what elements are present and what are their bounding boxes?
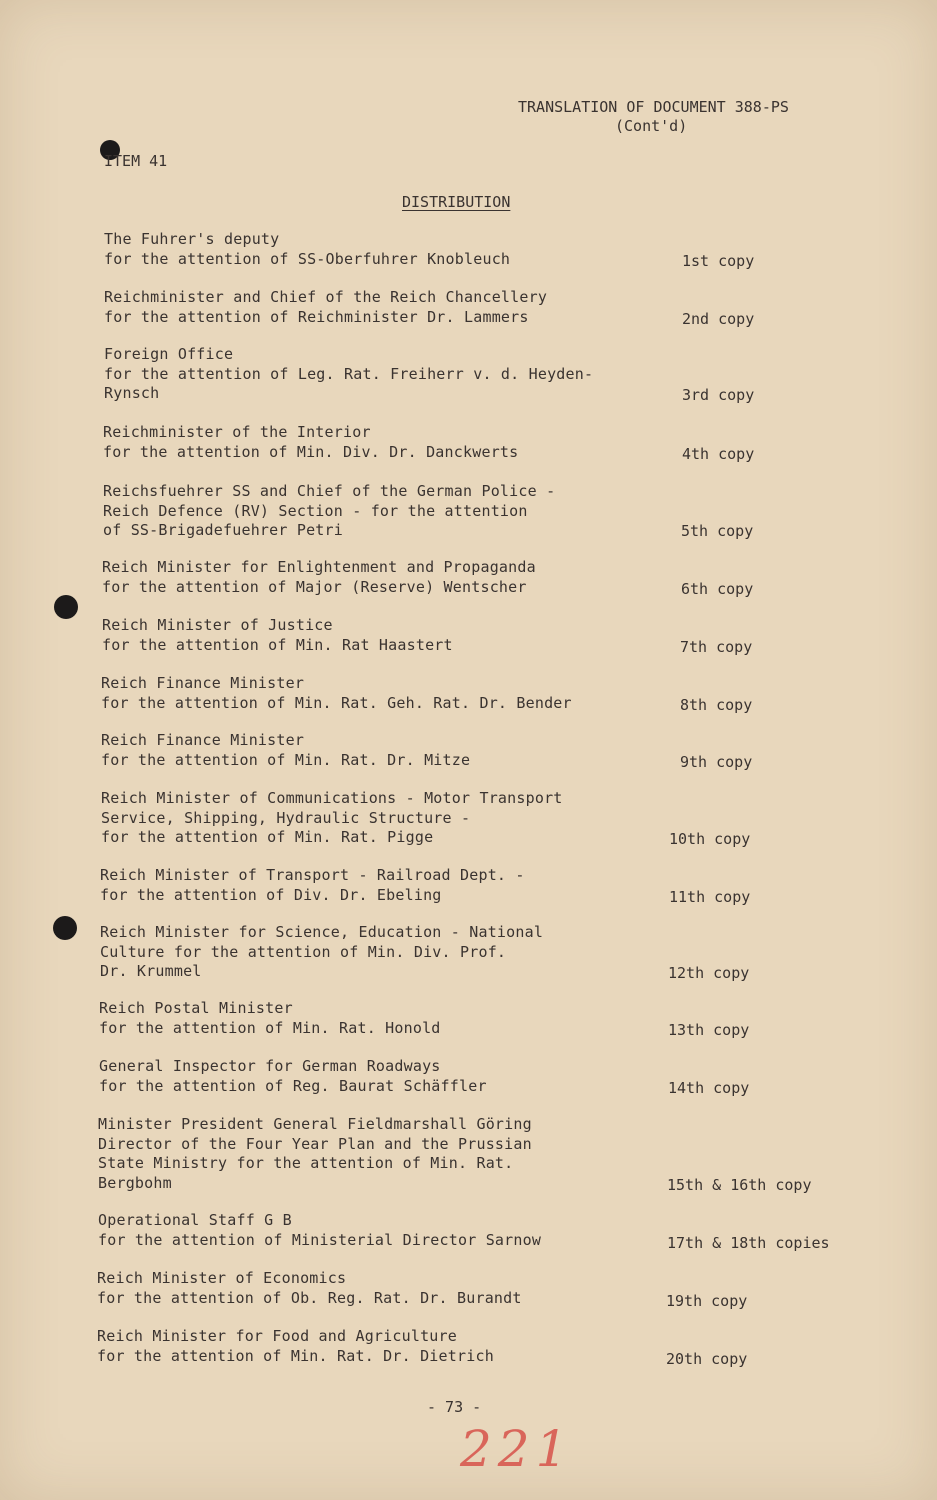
entry-recipient: Reich Finance Minister for the attention of Min. Rat. Dr. Mitze	[101, 731, 471, 769]
document-subtitle: (Cont'd)	[615, 117, 688, 135]
entry-copy: 5th copy	[681, 522, 754, 540]
handwritten-page-number: 221	[460, 1420, 574, 1478]
entry-copy: 2nd copy	[682, 310, 755, 328]
document-title: TRANSLATION OF DOCUMENT 388-PS	[518, 98, 789, 116]
entry-copy: 4th copy	[682, 445, 755, 463]
document-header	[518, 98, 818, 136]
entry-copy: 3rd copy	[682, 386, 755, 404]
entry-copy: 7th copy	[680, 638, 753, 656]
entry-copy: 6th copy	[681, 580, 754, 598]
entry-recipient: Reich Minister of Justice for the attention of Min. Rat Haastert	[102, 616, 453, 654]
entry-recipient: Foreign Office for the attention of Leg. Rat. Freiherr v. d. Heyden- Rynsch	[104, 345, 594, 402]
entry-recipient: Reich Minister for Science, Education - National Culture for the attention of Min. Div. Prof. Dr. Krummel	[100, 923, 544, 980]
entry-recipient: Reichsfuehrer SS and Chief of the German Police - Reich Defence (RV) Section - for the attention of SS-Brigadefuehrer Petri	[103, 482, 556, 539]
entry-recipient: Reich Minister of Communications - Motor Transport Service, Shipping, Hydraulic Structure - for the attention of Min. Rat. Pigge	[101, 789, 563, 846]
page-number: - 73 -	[427, 1398, 482, 1416]
section-title: DISTRIBUTION	[402, 193, 511, 211]
entry-copy: 8th copy	[680, 696, 753, 714]
punch-hole-middle	[54, 595, 78, 619]
entry-copy: 17th & 18th copies	[667, 1234, 830, 1252]
entry-copy: 19th copy	[666, 1292, 748, 1310]
entry-copy: 9th copy	[680, 753, 753, 771]
entry-recipient: General Inspector for German Roadways for the attention of Reg. Baurat Schäffler	[99, 1057, 487, 1095]
entry-copy: 12th copy	[668, 964, 750, 982]
entry-recipient: Reich Postal Minister for the attention of Min. Rat. Honold	[99, 999, 441, 1037]
entry-recipient: Reich Minister of Transport - Railroad Dept. - for the attention of Div. Dr. Ebeling	[100, 866, 525, 904]
entry-copy: 15th & 16th copy	[667, 1176, 812, 1194]
entry-recipient: Reich Minister for Enlightenment and Propaganda for the attention of Major (Reserve) Wentscher	[102, 558, 536, 596]
entry-recipient: The Fuhrer's deputy for the attention of SS-Oberfuhrer Knobleuch	[104, 230, 511, 268]
entry-recipient: Minister President General Fieldmarshall Göring Director of the Four Year Plan and the Prussian State Ministry for the attention of Min. Rat. Bergbohm	[98, 1115, 532, 1192]
entry-copy: 20th copy	[666, 1350, 748, 1368]
entry-recipient: Reichminister of the Interior for the attention of Min. Div. Dr. Danckwerts	[103, 423, 519, 461]
entry-copy: 13th copy	[668, 1021, 750, 1039]
entry-copy: 1st copy	[682, 252, 755, 270]
entry-recipient: Operational Staff G B for the attention of Ministerial Director Sarnow	[98, 1211, 542, 1249]
entry-recipient: Reichminister and Chief of the Reich Chancellery for the attention of Reichminister Dr. Lammers	[104, 288, 548, 326]
entry-recipient: Reich Finance Minister for the attention of Min. Rat. Geh. Rat. Dr. Bender	[101, 674, 572, 712]
entry-copy: 10th copy	[669, 830, 751, 848]
item-label: ITEM 41	[104, 152, 168, 170]
entry-recipient: Reich Minister of Economics for the attention of Ob. Reg. Rat. Dr. Burandt	[97, 1269, 522, 1307]
entry-copy: 14th copy	[668, 1079, 750, 1097]
entry-copy: 11th copy	[669, 888, 751, 906]
punch-hole-lower	[53, 916, 77, 940]
entry-recipient: Reich Minister for Food and Agriculture for the attention of Min. Rat. Dr. Dietrich	[97, 1327, 494, 1365]
